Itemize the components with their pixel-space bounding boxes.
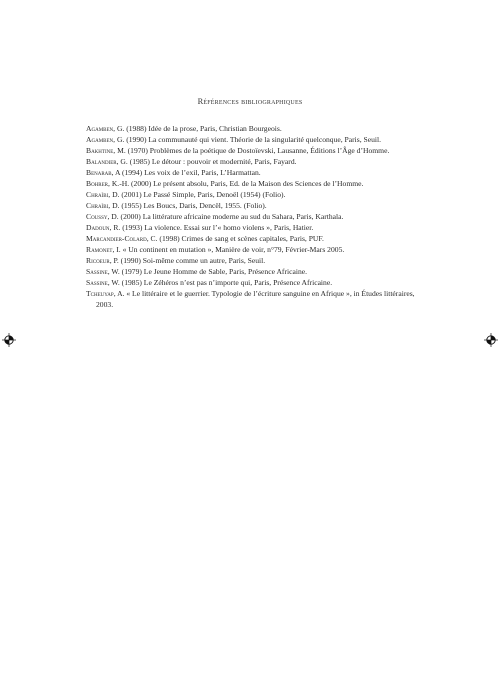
reference-entry: [86, 201, 418, 212]
reference-author: Sassine: [86, 278, 108, 287]
reference-author: Tcheuyap: [86, 289, 114, 298]
reference-details: , G. (1988) Idée de la prose, Paris, Christian Bourgeois.: [113, 124, 282, 133]
reference-entry: [86, 212, 418, 223]
registration-mark-icon: [484, 333, 498, 347]
reference-details: , I. « Un continent en mutation », Manière de voir, n°79, Février-Mars 2005.: [112, 245, 345, 254]
reference-details: , A. « Le littéraire et le guerrier. Typologie de l’écriture sanguine en Afrique », in Études littéraires, 2003.: [96, 289, 415, 309]
reference-entry: [86, 135, 418, 146]
reference-author: Bohrer: [86, 179, 109, 188]
reference-entry: [86, 157, 418, 168]
reference-details: , W. (1979) Le Jeune Homme de Sable, Paris, Présence Africaine.: [107, 267, 308, 276]
reference-details: , K.-H. (2000) Le présent absolu, Paris, Ed. de la Maison des Sciences de l’Homme.: [108, 179, 364, 188]
reference-details: , D. (2001) Le Passé Simple, Paris, Denoël (1954) (Folio).: [108, 190, 286, 199]
reference-entry: [86, 179, 418, 190]
reference-author: Coussy: [86, 212, 108, 221]
reference-author: Bakhtine: [86, 146, 114, 155]
reference-details: , D. (1955) Les Boucs, Daris, Dencël, 1955. (Folio).: [108, 201, 267, 210]
reference-author: Benarab: [86, 168, 112, 177]
reference-entry: [86, 190, 418, 201]
reference-author: Balandier: [86, 157, 117, 166]
reference-entry: [86, 245, 418, 256]
reference-author: Sassine: [86, 267, 108, 276]
reference-entry: [86, 124, 418, 135]
reference-author: Ramonet: [86, 245, 113, 254]
registration-mark-icon: [2, 333, 16, 347]
reference-details: , G. (1985) Le détour : pouvoir et modernité, Paris, Fayard.: [116, 157, 297, 166]
reference-author: Agamben: [86, 135, 114, 144]
reference-author: Dadoun: [86, 223, 110, 232]
reference-details: , C. (1998) Crimes de sang et scènes capitales, Paris, PUF.: [146, 234, 324, 243]
reference-author: Marcandier-Colard: [86, 234, 147, 243]
reference-details: , G. (1990) La communauté qui vient. Théorie de la singularité quelconque, Paris, Seuil.: [113, 135, 382, 144]
reference-entry: [86, 223, 418, 234]
reference-entry: [86, 234, 418, 245]
page-heading: Références bibliographiques: [197, 97, 303, 106]
reference-author: Ricoeur: [86, 256, 110, 265]
reference-author: Agamben: [86, 124, 114, 133]
reference-author: Chraïbi: [86, 190, 109, 199]
reference-details: , D. (2000) La littérature africaine moderne au sud du Sahara, Paris, Karthala.: [107, 212, 344, 221]
reference-details: , R. (1993) La violence. Essai sur l’« homo violens », Paris, Hatier.: [109, 223, 314, 232]
reference-details: , M. (1970) Problèmes de la poétique de Dostoïevski, Lausanne, Éditions l’Âge d’Homme.: [113, 146, 390, 155]
reference-entry: [86, 267, 418, 278]
reference-details: , A (1994) Les voix de l’exil, Paris, L’Harmattan.: [111, 168, 261, 177]
reference-entry: [86, 146, 418, 157]
reference-entry: [86, 289, 418, 310]
reference-list: [86, 124, 418, 311]
reference-entry: [86, 256, 418, 267]
reference-details: , P. (1990) Soi-même comme un autre, Paris, Seuil.: [109, 256, 266, 265]
reference-author: Chraïbi: [86, 201, 109, 210]
reference-details: , W. (1985) Le Zéhéros n’est pas n’importe qui, Paris, Présence Africaine.: [107, 278, 333, 287]
reference-entry: [86, 168, 418, 179]
reference-entry: [86, 278, 418, 289]
